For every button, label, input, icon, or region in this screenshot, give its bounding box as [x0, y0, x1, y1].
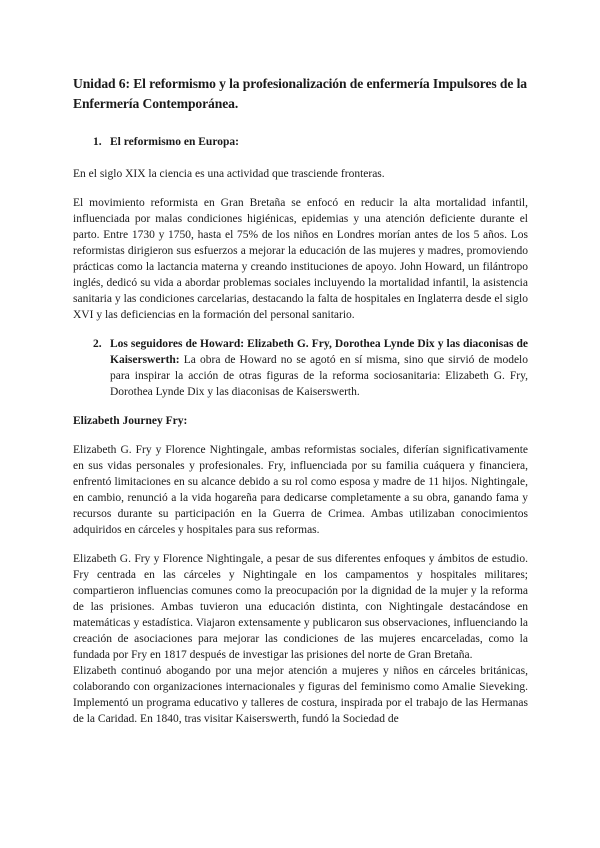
- paragraph-fry-advocacy: Elizabeth continuó abogando por una mejor atención a mujeres y niños en cárceles británicas, colaborando con organizaciones internacionales y figuras del feminismo como Amalie Sieveking. Implementó un programa educativo y talleres de costura, inspirada por el trabajo de las Hermanas de la Caridad. En 1840, tras visitar Kaiserswerth, fundó la Sociedad de: [73, 665, 528, 725]
- section-1-heading: [93, 134, 528, 150]
- paragraph-fry-nightingale: Elizabeth G. Fry y Florence Nightingale, ambas reformistas sociales, diferían significativamente en sus vidas personales y profesionales. Fry, influenciada por su familia cuáquera y financiera, enfrentó limitaciones en su alcance debido a su rol como esposa y madre de 11 hijos. Nightingale, en cambio, renunció a la vida hogareña para dedicarse completamente a su obra, ganando fama y recursos durante su participación en la Guerra de Crimea. Ambas utilizaban conocimientos adquiridos en cárceles y hospitales para sus reformas.: [73, 444, 528, 536]
- section-1-number: 1.: [93, 136, 102, 148]
- paragraph-fry-comparison: Elizabeth G. Fry y Florence Nightingale, a pesar de sus diferentes enfoques y ámbitos de estudio. Fry centrada en las cárceles y Nightingale en los campamentos y hospitales militares; compartieron influencias comunes como la preocupación por la dignidad de la mujer y la reforma de las prisiones. Ambas tuvieron una educación distinta, con Nightingale destacándose en matemáticas y estadística. Viajaron extensamente y publicaron sus observaciones, influenciando la creación de asociaciones para mejorar las condiciones de las mujeres encarceladas, como la fundada por Fry en 1817 después de investigar las prisiones del norte de Gran Bretaña.: [73, 553, 528, 661]
- document-title: Unidad 6: El reformismo y la profesionalización de enfermería Impulsores de la Enfermería Contemporánea.: [73, 76, 527, 111]
- paragraph-reformism: El movimiento reformista en Gran Bretaña se enfocó en reducir la alta mortalidad infantil, influenciada por malas condiciones higiénicas, epidemias y una atención deficiente durante el parto. Entre 1730 y 1750, hasta el 75% de los niños en Londres morían antes de los 5 años. Los reformistas dirigieron sus esfuerzos a mejorar la educación de las mujeres y madres, promoviendo prácticas como la lactancia materna y creando instituciones de apoyo. John Howard, un filántropo inglés, dedicó su vida a abordar problemas sociales incluyendo la mortalidad infantil, la asistencia sanitaria y las condiciones carcelarias, destacando la falta de hospitales en Inglaterra desde el siglo XVI y las deficiencias en la formación del personal sanitario.: [73, 197, 528, 321]
- section-2-body: [110, 336, 528, 400]
- document-page: [73, 74, 528, 740]
- section-2-title: Los seguidores de Howard: Elizabeth G. Fry, Dorothea Lynde Dix y las diaconisas de Kaiserswerth:: [110, 338, 528, 366]
- section-2: [93, 336, 528, 400]
- paragraph-intro: En el siglo XIX la ciencia es una actividad que trasciende fronteras.: [73, 168, 385, 180]
- section-1-title: El reformismo en Europa:: [110, 136, 239, 148]
- subheading-elizabeth-fry: Elizabeth Journey Fry:: [73, 415, 188, 427]
- section-2-text: La obra de Howard no se agotó en sí misma, sino que sirvió de modelo para inspirar la acción de otras figuras de la reforma sociosanitaria: Elizabeth G. Fry, Dorothea Lynde Dix y las diaconisas de Kaiserswerth.: [110, 354, 528, 398]
- section-2-number: 2.: [93, 338, 102, 350]
